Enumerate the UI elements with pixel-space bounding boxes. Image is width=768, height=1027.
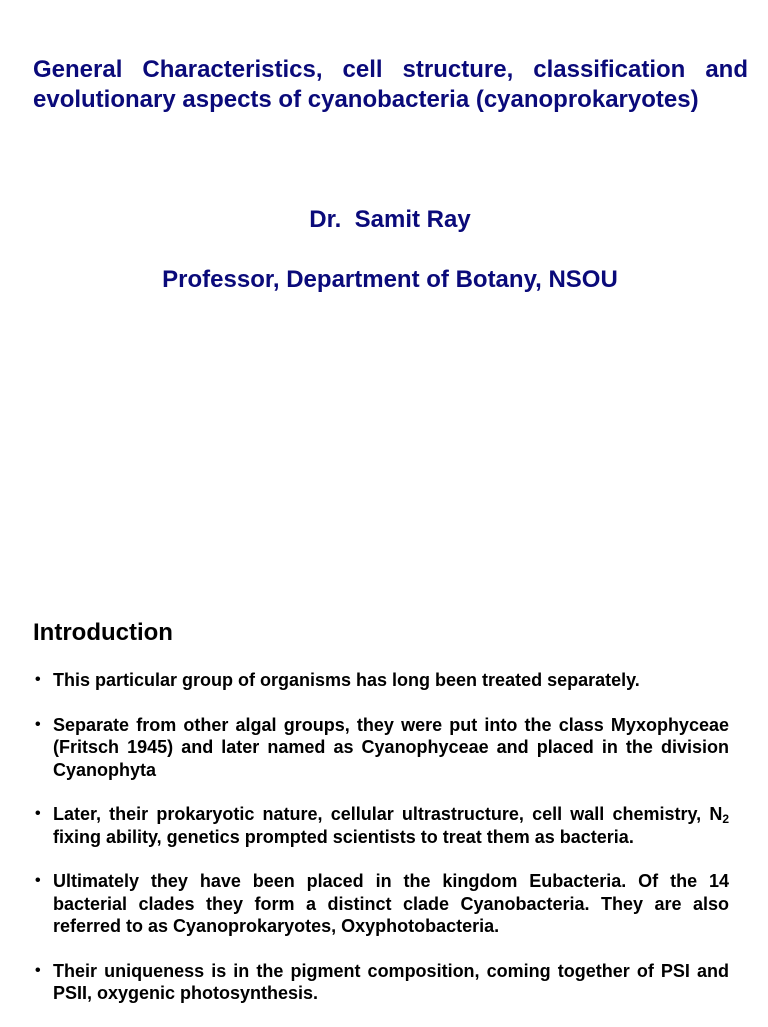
bullet-dot-icon: •	[35, 715, 41, 733]
bullet-text	[53, 804, 729, 847]
bullet-text-part: Later, their prokaryotic nature, cellular ultrastructure, cell wall chemistry, N	[53, 804, 723, 824]
author-name: Dr. Samit Ray	[309, 206, 471, 233]
bullet-text: Ultimately they have been placed in the kingdom Eubacteria. Of the 14 bacterial clades they form a distinct clade Cyanobacteria. They are also referred to as Cyanoprokaryotes, Oxyphotobacteria.	[53, 871, 729, 936]
introduction-bullet-list	[33, 669, 729, 1027]
bullet-item	[33, 870, 729, 938]
bullet-dot-icon: •	[35, 805, 41, 822]
bullet-item	[33, 803, 729, 848]
bullet-text-part: fixing ability, genetics prompted scientists to treat them as bacteria.	[53, 826, 634, 847]
section-heading-introduction: Introduction	[33, 619, 173, 646]
bullet-text: This particular group of organisms has long been treated separately.	[53, 670, 640, 690]
bullet-item	[33, 960, 729, 1005]
document-title: General Characteristics, cell structure, classification and evolutionary aspects of cyanobacteria (cyanoprokaryotes)	[33, 56, 748, 113]
bullet-item	[33, 669, 729, 692]
subscript-two: 2	[722, 812, 729, 826]
bullet-text: Separate from other algal groups, they were put into the class Myxophyceae (Fritsch 1945) and later named as Cyanophyceae and placed in the division Cyanophyta	[53, 714, 729, 780]
author-affiliation: Professor, Department of Botany, NSOU	[162, 266, 618, 293]
bullet-dot-icon: •	[35, 872, 41, 889]
bullet-text: Their uniqueness is in the pigment composition, coming together of PSI and PSII, oxygenic photosynthesis.	[53, 960, 729, 1003]
bullet-dot-icon: •	[35, 671, 41, 688]
bullet-item	[33, 714, 729, 782]
bullet-dot-icon: •	[35, 961, 41, 979]
